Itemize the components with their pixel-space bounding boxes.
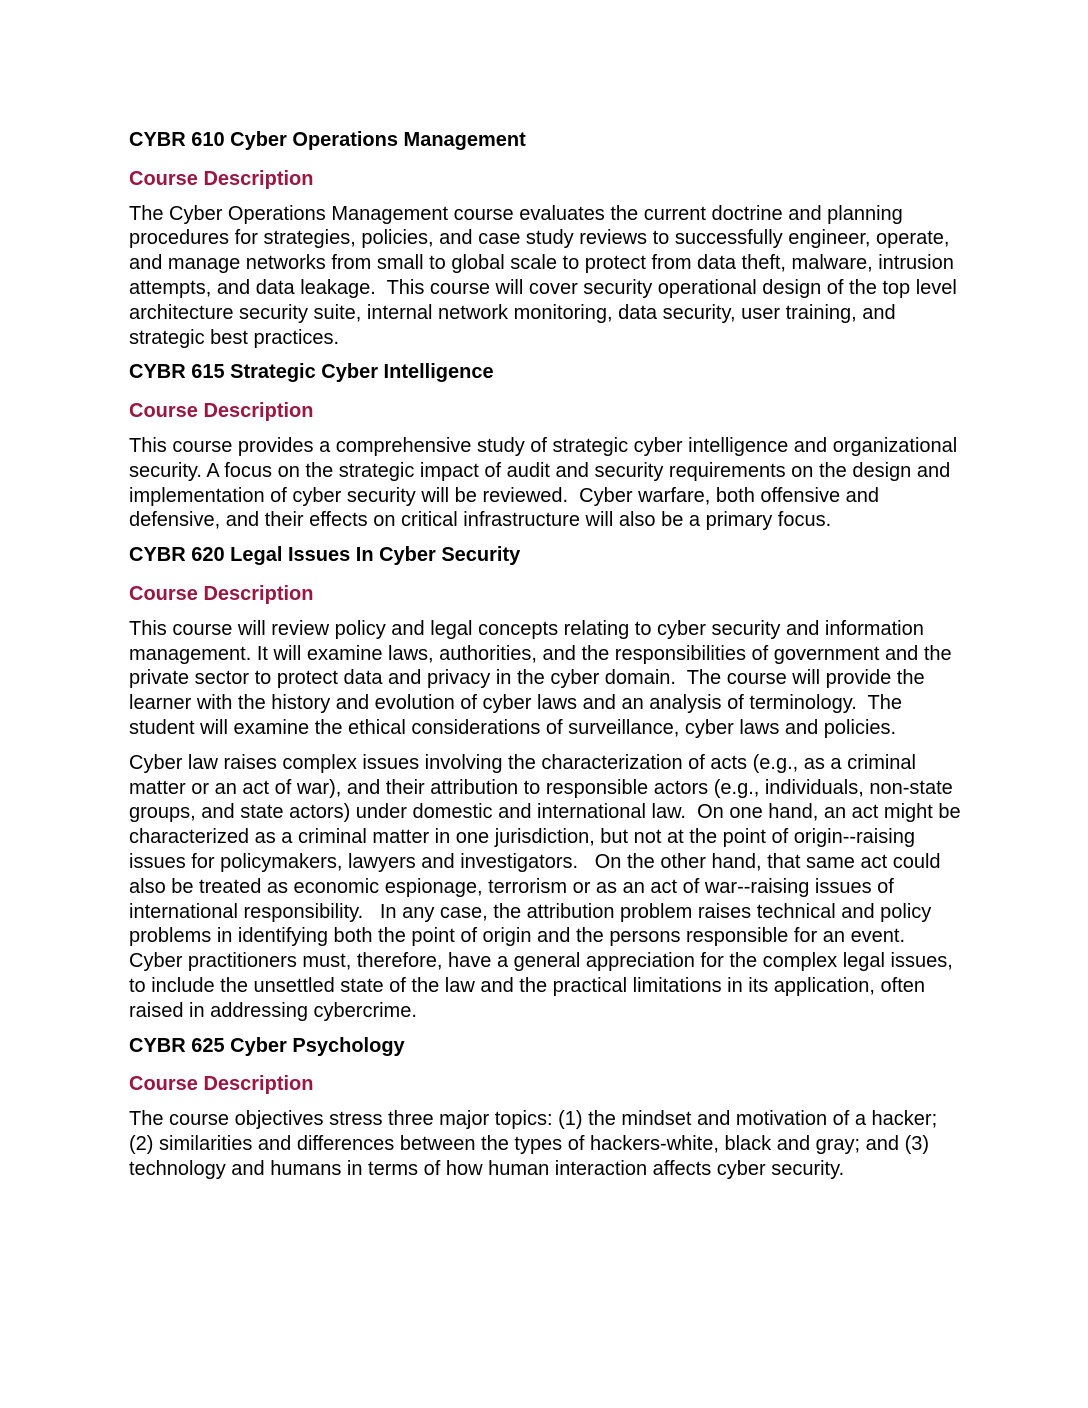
course-title: CYBR 610 Cyber Operations Management [129, 129, 526, 151]
course-paragraph: The Cyber Operations Management course evaluates the current doctrine and planning procedures for strategies, policies, and case study reviews to successfully engineer, operate, and manage networks from small to global scale to protect from data theft, malware, intrusion attempts, and data leakage. This course will cover security operational design of the top level architecture security suite, internal network monitoring, data security, user training, and strategic best practices. [129, 202, 963, 349]
course-section-cybr-620 [129, 543, 967, 1023]
course-description-label: Course Description [129, 400, 314, 423]
course-title: CYBR 625 Cyber Psychology [129, 1034, 405, 1057]
course-description-label: Course Description [129, 582, 314, 605]
course-section-cybr-615 [129, 360, 963, 533]
course-paragraph: The course objectives stress three major topics: (1) the mindset and motivation of a hacker; (2) similarities and differences between the types of hackers-white, black and gray; and (3) technology and humans in terms of how human interaction affects cyber security. [129, 1108, 943, 1180]
course-section-cybr-610 [129, 128, 963, 350]
course-title: CYBR 620 Legal Issues In Cyber Security [129, 544, 521, 567]
course-description-label: Course Description [129, 1073, 314, 1096]
course-description-label: Course Description [129, 167, 314, 190]
course-title: CYBR 615 Strategic Cyber Intelligence [129, 361, 494, 384]
course-paragraph: This course will review policy and legal concepts relating to cyber security and information management. It will examine laws, authorities, and the responsibilities of government and the private sector to protect data and privacy in the cyber domain. The course will provide the learner with the history and evolution of cyber laws and an analysis of terminology. The student will examine the ethical considerations of surveillance, cyber laws and policies. [129, 617, 958, 739]
course-paragraph: Cyber law raises complex issues involving the characterization of acts (e.g., as a criminal matter or an act of war), and their attribution to responsible actors (e.g., individuals, non-state groups, and state actors) under domestic and international law. On one hand, an act might be characterized as a criminal matter in one jurisdiction, but not at the point of origin--raising issues for policymakers, lawyers and investigators. On the other hand, that same act could also be treated as economic espionage, terrorism or as an act of war--raising issues of international responsibility. In any case, the attribution problem raises technical and policy problems in identifying both the point of origin and the persons responsible for an event. Cyber practitioners must, therefore, have a general appreciation for the complex legal issues, to include the unsettled state of the law and the practical limitations in its application, often raised in addressing cybercrime. [129, 751, 967, 1022]
course-paragraph: This course provides a comprehensive study of strategic cyber intelligence and organizational security. A focus on the strategic impact of audit and security requirements on the design and implementation of cyber security will be reviewed. Cyber warfare, both offensive and defensive, and their effects on critical infrastructure will also be a primary focus. [129, 434, 963, 532]
course-section-cybr-625 [129, 1034, 963, 1182]
